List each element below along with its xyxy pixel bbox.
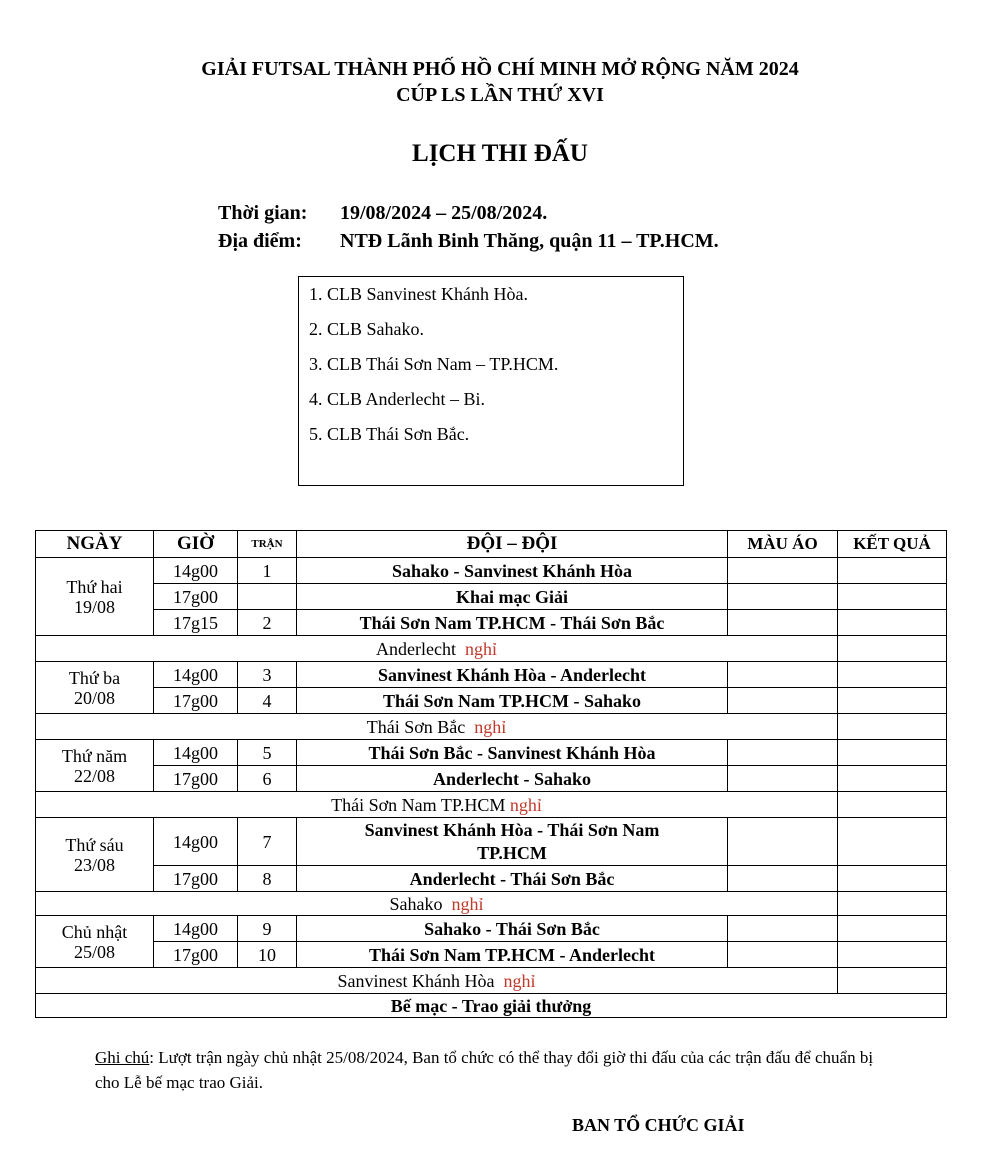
header-teams: ĐỘI – ĐỘI — [297, 531, 728, 558]
team-item: 1. CLB Sanvinest Khánh Hòa. — [309, 284, 528, 304]
day-cell — [36, 916, 154, 968]
result-cell — [838, 766, 947, 792]
jersey-cell — [728, 766, 838, 792]
jersey-cell — [728, 866, 838, 892]
time-cell: 17g00 — [154, 866, 238, 892]
jersey-cell — [728, 688, 838, 714]
note-text: : Lượt trận ngày chủ nhật 25/08/2024, Ban tổ chức có thể thay đổi giờ thi đấu của các trận đấu để chuẩn bị cho Lễ bế mạc trao Giải. — [95, 1048, 874, 1092]
day-cell — [36, 818, 154, 892]
day-cell — [36, 558, 154, 636]
time-cell: 14g00 — [154, 740, 238, 766]
result-cell — [838, 610, 947, 636]
rest-team: Sanvinest Khánh Hòa — [337, 970, 495, 991]
jersey-cell — [728, 584, 838, 610]
time-cell: 14g00 — [154, 558, 238, 584]
match-no-cell: 3 — [238, 662, 297, 688]
jersey-cell — [728, 662, 838, 688]
header-jersey-color: MÀU ÁO — [728, 531, 838, 558]
rest-row — [36, 714, 947, 740]
result-cell — [838, 558, 947, 584]
result-cell — [838, 688, 947, 714]
match-teams-cell: Sahako - Thái Sơn Bắc — [297, 916, 728, 942]
cup-subtitle: CÚP LS LẦN THỨ XVI — [396, 84, 604, 106]
match-no-cell: 8 — [238, 866, 297, 892]
table-row — [36, 942, 947, 968]
rest-row — [36, 636, 947, 662]
day-cell — [36, 740, 154, 792]
match-no-cell: 6 — [238, 766, 297, 792]
time-label: Thời gian: — [218, 202, 308, 224]
table-row — [36, 818, 947, 866]
match-teams-cell: Thái Sơn Bắc - Sanvinest Khánh Hòa — [297, 740, 728, 766]
match-teams-cell: Sanvinest Khánh Hòa - Thái Sơn Nam TP.HCM — [297, 818, 728, 866]
footnote — [95, 1045, 895, 1095]
rest-row — [36, 968, 947, 994]
day-date: 25/08 — [73, 941, 115, 962]
jersey-cell — [728, 740, 838, 766]
place-info — [218, 230, 719, 253]
rest-word: nghỉ — [509, 794, 542, 815]
rest-cell — [36, 892, 838, 916]
match-teams-cell: Thái Sơn Nam TP.HCM - Anderlecht — [297, 942, 728, 968]
rest-team: Sahako — [389, 893, 443, 914]
day-date: 20/08 — [73, 687, 115, 708]
time-cell: 17g15 — [154, 610, 238, 636]
result-cell — [838, 818, 947, 866]
rest-team: Anderlecht — [376, 638, 456, 659]
jersey-cell — [728, 818, 838, 866]
table-row — [36, 558, 947, 584]
day-date: 22/08 — [73, 765, 115, 786]
schedule-title: LỊCH THI ĐẤU — [412, 140, 588, 167]
header-day: NGÀY — [36, 531, 154, 558]
day-name: Thứ năm — [61, 745, 128, 766]
day-cell — [36, 662, 154, 714]
result-cell — [838, 636, 947, 662]
tournament-title: GIẢI FUTSAL THÀNH PHỐ HỒ CHÍ MINH MỞ RỘNG NĂM 2024 — [201, 58, 799, 80]
match-no-cell: 4 — [238, 688, 297, 714]
team-item: 5. CLB Thái Sơn Bắc. — [309, 424, 470, 444]
day-date: 23/08 — [73, 854, 115, 875]
result-cell — [838, 942, 947, 968]
day-name: Thứ hai — [66, 576, 123, 597]
note-label: Ghi chú — [95, 1048, 150, 1067]
table-row — [36, 766, 947, 792]
jersey-cell — [728, 916, 838, 942]
rest-cell — [36, 968, 838, 994]
time-value: 19/08/2024 – 25/08/2024. — [340, 202, 548, 224]
rest-cell — [36, 636, 838, 662]
result-cell — [838, 662, 947, 688]
match-teams-cell: Anderlecht - Sahako — [297, 766, 728, 792]
header-match-no: TRẬN — [238, 531, 297, 558]
table-row — [36, 916, 947, 942]
table-row — [36, 610, 947, 636]
result-cell — [838, 866, 947, 892]
match-teams-cell: Thái Sơn Nam TP.HCM - Sahako — [297, 688, 728, 714]
team-list-box — [298, 276, 684, 486]
result-cell — [838, 916, 947, 942]
day-date: 19/08 — [73, 596, 115, 617]
result-cell — [838, 584, 947, 610]
table-row — [36, 866, 947, 892]
match-no-cell: 2 — [238, 610, 297, 636]
team-item: 2. CLB Sahako. — [309, 319, 424, 339]
match-no-cell — [238, 584, 297, 610]
time-cell: 17g00 — [154, 766, 238, 792]
table-row — [36, 584, 947, 610]
time-cell: 14g00 — [154, 818, 238, 866]
closing-row — [36, 994, 947, 1018]
result-cell — [838, 740, 947, 766]
rest-row — [36, 792, 947, 818]
time-cell: 17g00 — [154, 688, 238, 714]
rest-word: nghỉ — [503, 970, 536, 991]
result-cell — [838, 892, 947, 916]
jersey-cell — [728, 558, 838, 584]
schedule-table — [35, 530, 947, 1018]
jersey-cell — [728, 942, 838, 968]
rest-team: Thái Sơn Nam TP.HCM — [331, 794, 506, 815]
rest-row — [36, 892, 947, 916]
time-cell: 17g00 — [154, 584, 238, 610]
table-header-row — [36, 531, 947, 558]
time-cell: 14g00 — [154, 662, 238, 688]
place-label: Địa điểm: — [218, 230, 302, 252]
opening-ceremony-cell: Khai mạc Giải — [297, 584, 728, 610]
table-row — [36, 740, 947, 766]
header-result: KẾT QUẢ — [838, 531, 947, 558]
match-teams-cell: Sanvinest Khánh Hòa - Anderlecht — [297, 662, 728, 688]
organizer-signature: BAN TỔ CHỨC GIẢI — [572, 1115, 745, 1135]
team-item: 4. CLB Anderlecht – Bi. — [309, 389, 485, 409]
time-cell: 14g00 — [154, 916, 238, 942]
rest-word: nghỉ — [464, 638, 497, 659]
match-teams-cell: Thái Sơn Nam TP.HCM - Thái Sơn Bắc — [297, 610, 728, 636]
rest-word: nghỉ — [474, 716, 507, 737]
day-name: Thứ ba — [68, 667, 121, 688]
result-cell — [838, 714, 947, 740]
match-teams-cell: Anderlecht - Thái Sơn Bắc — [297, 866, 728, 892]
table-row — [36, 688, 947, 714]
jersey-cell — [728, 610, 838, 636]
day-name: Chủ nhật — [61, 921, 128, 942]
match-no-cell: 7 — [238, 818, 297, 866]
match-no-cell: 10 — [238, 942, 297, 968]
match-no-cell: 5 — [238, 740, 297, 766]
rest-team: Thái Sơn Bắc — [366, 716, 466, 737]
place-value: NTĐ Lãnh Binh Thăng, quận 11 – TP.HCM. — [340, 230, 719, 252]
result-cell — [838, 968, 947, 994]
rest-cell — [36, 714, 838, 740]
time-info — [218, 202, 547, 225]
rest-cell — [36, 792, 838, 818]
match-no-cell: 9 — [238, 916, 297, 942]
result-cell — [838, 792, 947, 818]
time-cell: 17g00 — [154, 942, 238, 968]
team-item: 3. CLB Thái Sơn Nam – TP.HCM. — [309, 354, 559, 374]
match-teams-cell: Sahako - Sanvinest Khánh Hòa — [297, 558, 728, 584]
table-row — [36, 662, 947, 688]
header-time: GIỜ — [154, 531, 238, 558]
rest-word: nghỉ — [451, 893, 484, 914]
closing-ceremony-cell: Bế mạc - Trao giải thưởng — [36, 994, 947, 1018]
day-name: Thứ sáu — [65, 834, 124, 855]
match-no-cell: 1 — [238, 558, 297, 584]
